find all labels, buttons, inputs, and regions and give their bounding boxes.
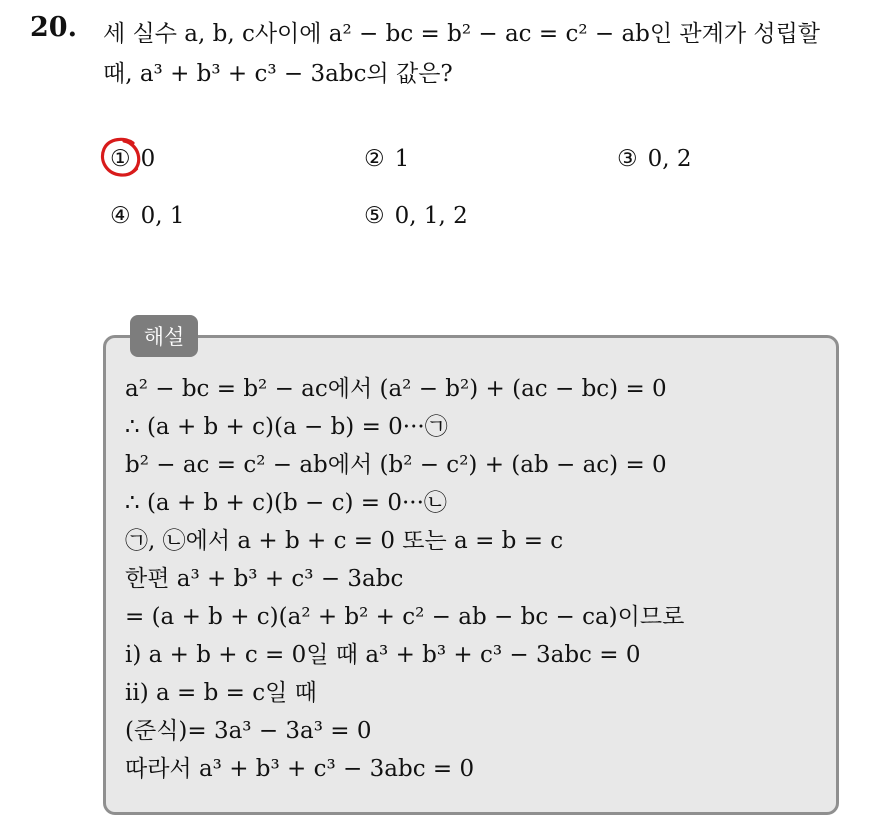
choice-2-number: ② xyxy=(364,146,385,172)
choice-4-number: ④ xyxy=(110,203,131,229)
choice-5-text: 0, 1, 2 xyxy=(394,203,468,229)
solution-line-5: ㉠, ㉡에서 a + b + c = 0 또는 a = b = c xyxy=(125,528,564,554)
choice-3-number: ③ xyxy=(617,146,638,172)
solution-line-6: 한편 a³ + b³ + c³ − 3abc xyxy=(125,566,404,592)
solution-line-9: ⅱ) a = b = c일 때 xyxy=(125,680,317,706)
question-text xyxy=(103,14,863,94)
choice-4[interactable] xyxy=(110,203,185,229)
solution-line-10: (준식)= 3a³ − 3a³ = 0 xyxy=(125,718,372,744)
solution-lines xyxy=(125,370,825,788)
choice-1-number: ① xyxy=(110,146,131,172)
solution-line-4: ∴ (a + b + c)(b − c) = 0···㉡ xyxy=(125,490,447,516)
solution-title: 해설 xyxy=(130,315,198,357)
solution-line-2: ∴ (a + b + c)(a − b) = 0···㉠ xyxy=(125,414,448,440)
choice-2-text: 1 xyxy=(394,146,410,172)
choice-5[interactable] xyxy=(364,203,468,229)
question-line-2: 때, a³ + b³ + c³ − 3abc의 값은? xyxy=(103,61,453,87)
choice-1[interactable] xyxy=(110,146,155,172)
solution-line-7: = (a + b + c)(a² + b² + c² − ab − bc − ca)이므로 xyxy=(125,604,685,630)
choice-2[interactable] xyxy=(364,146,409,172)
solution-line-1: a² − bc = b² − ac에서 (a² − b²) + (ac − bc) = 0 xyxy=(125,376,667,402)
problem-number: 20. xyxy=(30,12,77,43)
question-line-1: 세 실수 a, b, c사이에 a² − bc = b² − ac = c² − ab인 관계가 성립할 xyxy=(103,21,821,47)
solution-line-8: ⅰ) a + b + c = 0일 때 a³ + b³ + c³ − 3abc = 0 xyxy=(125,642,641,668)
choice-1-text: 0 xyxy=(140,146,156,172)
solution-line-11: 따라서 a³ + b³ + c³ − 3abc = 0 xyxy=(125,756,475,782)
choice-3-text: 0, 2 xyxy=(647,146,692,172)
choice-5-number: ⑤ xyxy=(364,203,385,229)
choice-3[interactable] xyxy=(617,146,692,172)
choice-4-text: 0, 1 xyxy=(140,203,185,229)
solution-line-3: b² − ac = c² − ab에서 (b² − c²) + (ab − ac) = 0 xyxy=(125,452,667,478)
